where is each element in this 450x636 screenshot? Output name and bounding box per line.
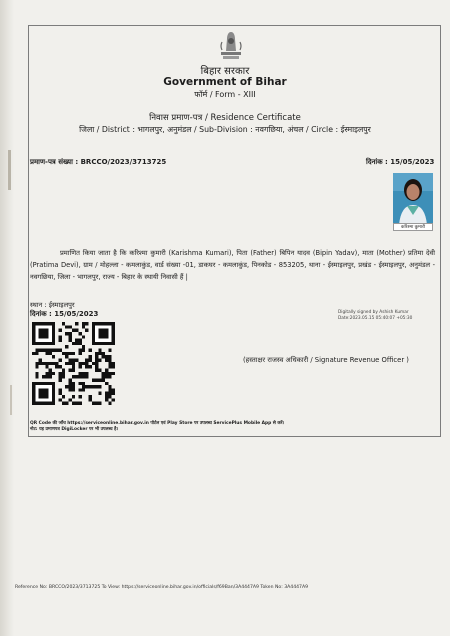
- digital-signature-info: [338, 310, 412, 321]
- fold-mark: [8, 150, 11, 190]
- certificate-title: निवास प्रमाण-पत्र / Residence Certificate: [149, 113, 301, 123]
- note-line-1: QR Code की जाँच https://serviceonline.bihar.gov.in पोर्टल एवं Play Store पर उपलब्ध ServicePlus Mobile App से करें।: [30, 421, 285, 426]
- fold-mark: [10, 385, 12, 415]
- place-label: स्थान : ईस्माइलपुर: [30, 301, 75, 309]
- govt-title-hindi: बिहार सरकार: [200, 66, 250, 77]
- applicant-photo: [393, 173, 433, 225]
- signing-date: दिनांक : 15/05/2023: [30, 310, 99, 318]
- form-number: फॉर्म / Form - XIII: [194, 90, 256, 99]
- govt-title-english: Government of Bihar: [163, 76, 287, 88]
- qr-code-icon[interactable]: [32, 322, 115, 405]
- body-paragraph: प्रमाणित किया जाता है कि करिश्मा कुमारी (Karishma Kumari), पिता (Father) बिपिन यादव (Bipin Yadav), माता (Mother) प्रतिमा देवी (Pratima Devi), ग्राम / मोहल्ला - कमलाकुंड, वार्ड संख्या -01, डाकघर - कमलाकुंड, पिनकोड - 853205, थाना - ईस्माइलपुर, प्रखंड - ईस्माइलपुर, अनुमंडल - नवगछिया, जिला - भागलपुर, राज्य - बिहार के स्थायी निवासी हैं |: [30, 249, 435, 281]
- signed-date: Date:2023.05.15 05:40:07 +05:30: [338, 315, 413, 321]
- issue-date: दिनांक : 15/05/2023: [366, 158, 435, 166]
- note-line-2: नोट: यह प्रमाणपत्र DigiLocker पर भी उपलब्ध है।: [30, 427, 119, 432]
- signature-label: (हस्ताक्षर राजस्व अधिकारी / Signature Revenue Officer ): [243, 356, 409, 364]
- certificate-number: प्रमाण-पत्र संख्या : BRCCO/2023/3713725: [30, 158, 167, 166]
- district-line: जिला / District : भागलपुर, अनुमंडल / Sub-Division : नवगछिया, अंचल / Circle : ईस्माइलपुर: [79, 125, 371, 134]
- verification-note: [30, 421, 284, 433]
- signed-by: Digitally signed by Ashish Kumar: [338, 310, 409, 315]
- reference-footer: Reference No: BRCCO/2023/3713725 To View: https://serviceonline.bihar.gov.in/officials/f69Ban/3A4447A9 Token No: 3A4447A9: [15, 585, 309, 590]
- state-emblem-icon: [218, 30, 244, 60]
- certification-paragraph: [30, 247, 435, 283]
- photo-caption: करिश्मा कुमारी: [393, 223, 433, 231]
